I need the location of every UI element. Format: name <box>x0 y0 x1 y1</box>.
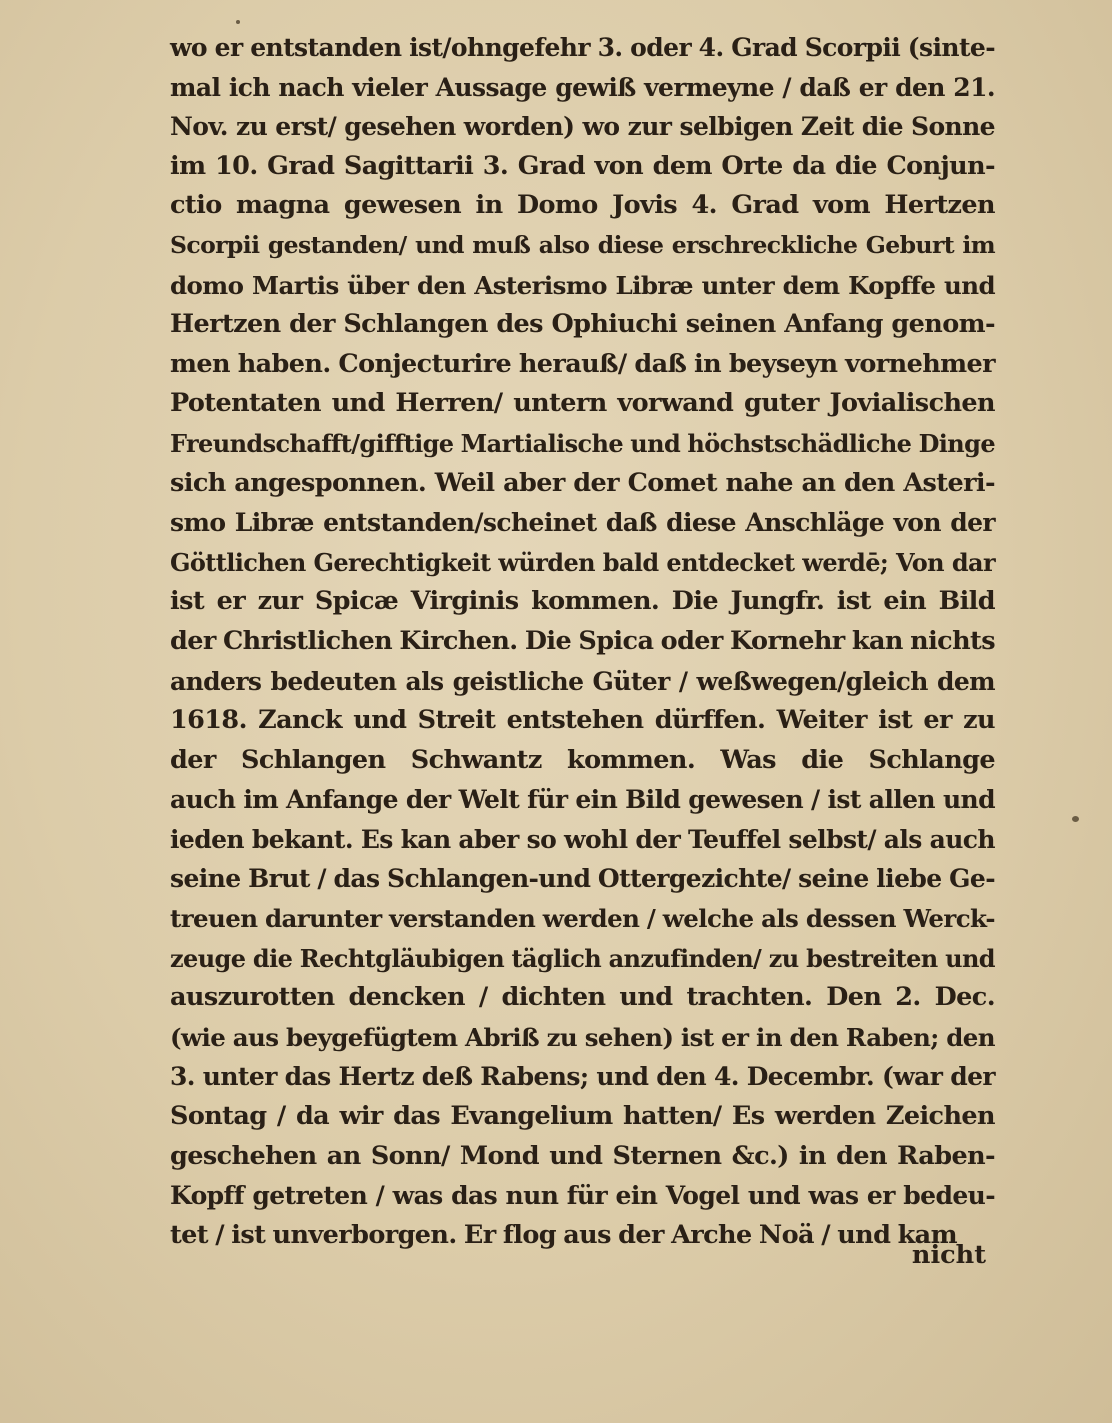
text-line: men haben. Conjecturire herauß/ daß in beyseyn vornehmer <box>170 348 995 379</box>
text-line: Göttlichen Gerechtigkeit würden bald entdecket werdē; Von dar <box>170 547 995 577</box>
catchword: nicht <box>911 1240 986 1270</box>
text-line: Freundschafft/gifftige Martialische und höchstschädliche Dinge <box>170 428 995 458</box>
text-line: mal ich nach vieler Aussage gewiß vermeyne / daß er den 21. <box>170 72 995 102</box>
text-line: 3. unter das Hertz deß Rabens; und den 4. Decembr. (war der <box>170 1062 995 1092</box>
text-line: auszurotten dencken / dichten und trachten. Den 2. Dec. <box>170 982 995 1013</box>
text-line: Sontag / da wir das Evangelium hatten/ Es werden Zeichen <box>170 1101 995 1132</box>
text-line: wo er entstanden ist/ohngefehr 3. oder 4. Grad Scorpii (sinte- <box>170 33 995 62</box>
text-line: der Schlangen Schwantz kommen. Was die Schlange <box>170 744 995 775</box>
text-line: smo Libræ entstanden/scheinet daß diese Anschläge von der <box>170 508 995 538</box>
text-line: (wie aus beygefügtem Abriß zu sehen) ist er in den Raben; den <box>170 1022 995 1052</box>
text-line: Hertzen der Schlangen des Ophiuchi seinen Anfang genom- <box>170 309 995 340</box>
text-line: seine Brut / das Schlangen-und Ottergezichte/ seine liebe Ge- <box>170 864 995 894</box>
text-line: 1618. Zanck und Streit entstehen dürffen. Weiter ist er zu <box>170 705 995 736</box>
text-line: treuen darunter verstanden werden / welche als dessen Werck- <box>170 904 995 934</box>
text-line: Kopff getreten / was das nun für ein Vogel und was er bedeu- <box>170 1181 995 1211</box>
ink-speck <box>236 20 240 24</box>
text-line: sich angesponnen. Weil aber der Comet nahe an den Asteri- <box>170 467 995 498</box>
text-line: ist er zur Spicæ Virginis kommen. Die Jungfr. ist ein Bild <box>170 586 995 617</box>
text-line: tet / ist unverborgen. Er flog aus der Arche Noä / und kam <box>170 1219 957 1250</box>
ink-speck <box>1072 816 1079 822</box>
text-line: anders bedeuten als geistliche Güter / weßwegen/gleich dem <box>170 666 995 696</box>
text-line: ieden bekant. Es kan aber so wohl der Teuffel selbst/ als auch <box>170 824 995 854</box>
text-line: der Christlichen Kirchen. Die Spica oder Kornehr kan nichts <box>170 625 995 656</box>
text-line: domo Martis über den Asterismo Libræ unter dem Kopffe und <box>170 270 995 300</box>
text-line: Potentaten und Herren/ untern vorwand guter Jovialischen <box>170 388 995 419</box>
text-line: auch im Anfange der Welt für ein Bild gewesen / ist allen und <box>170 785 995 815</box>
text-line: geschehen an Sonn/ Mond und Sternen &c.) in den Raben- <box>170 1140 995 1171</box>
text-line: zeuge die Rechtgläubigen täglich anzufinden/ zu bestreiten und <box>170 943 995 973</box>
body-text <box>170 28 995 1255</box>
text-line: Scorpii gestanden/ und muß also diese erschreckliche Geburt im <box>170 230 995 259</box>
text-line: Nov. zu erst/ gesehen worden) wo zur selbigen Zeit die Sonne <box>170 112 995 142</box>
text-line: ctio magna gewesen in Domo Jovis 4. Grad vom Hertzen <box>170 190 995 221</box>
text-line: im 10. Grad Sagittarii 3. Grad von dem Orte da die Conjun- <box>170 150 995 181</box>
